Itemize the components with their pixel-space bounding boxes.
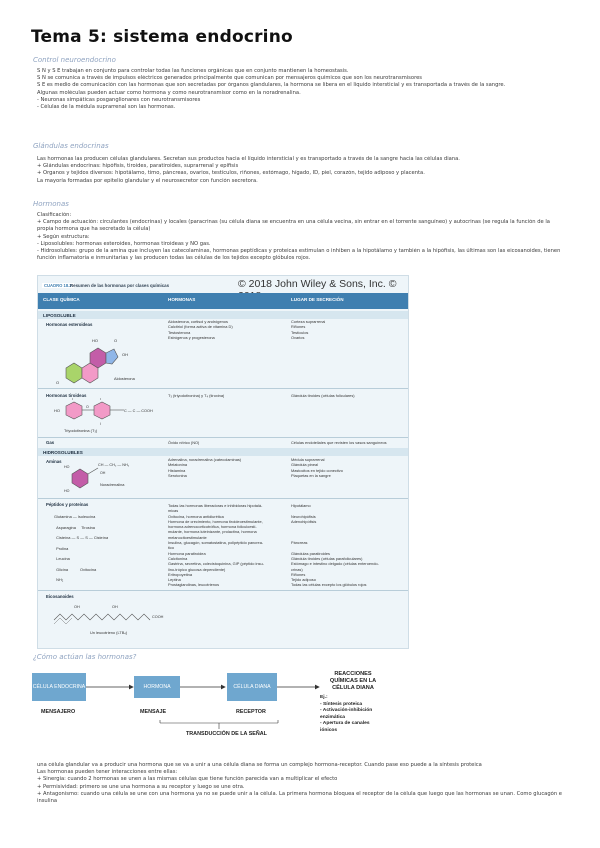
table-cell: Óxido nítrico (NO) <box>168 440 200 445</box>
residue-label: Glicina <box>56 566 69 572</box>
residue-label: Cisteína <box>93 535 109 540</box>
label-transduccion: TRANSDUCCIÓN DE LA SEÑAL <box>186 731 267 737</box>
band-hidrosolubles <box>38 448 408 456</box>
molecule-label: Noradrenalina <box>100 482 125 487</box>
reacciones-title <box>318 671 388 691</box>
places-gas <box>291 440 387 445</box>
residue-label: S <box>76 535 80 540</box>
row-divider <box>38 388 408 389</box>
table-cell: Adrenalina, noradrenalina (catecolaminas) <box>168 457 242 462</box>
table-cell: Plaquetas en la sangre <box>291 472 331 478</box>
text-line: S N se comunica a través de impulsos eléctricos generados principalmente que comunican por mensajeros químicos que son los neurotransmisores <box>37 75 422 82</box>
table-header <box>38 293 408 309</box>
text-line: - Liposolubles: hormonas esteroides, hormonas tiroideas y NO gas. <box>37 240 211 247</box>
text-line: S E es medio de comunicación con las hormonas que son secretadas por órganos glandulares, la hormona se libera en el líquido intersticial y es transportada a través de la sangre. <box>37 82 506 89</box>
text-line: + Permisividad: primero se une una hormona a su receptor y luego se une otra. <box>37 783 245 790</box>
section-body-accion <box>37 762 567 805</box>
text-line: + Órganos y tejidos diversos: hipotálamo, timo, páncreas, ovarios, testículos, riñones, estómago, hígado, ID, piel, corazón, tejido adiposo y placenta. <box>37 170 425 177</box>
svg-text:HO: HO <box>54 408 60 413</box>
text-line: - Hidrosolubles: grupo de la amina que incluyen las catecolaminas, hormonas peptídicas y proteicas estimulan o inhiben a la hipotálamo y también a la hipófisis, las últimas son las eicosanoides, tienen función inflamatoria e inmunitarias y las producen todas las células de los tejidos excepto glóbulos rojos. <box>37 248 561 262</box>
table-cell: Riñones <box>291 324 306 330</box>
residue-label: Asparagina <box>56 524 76 530</box>
label-mensajero: MENSAJERO <box>41 709 76 715</box>
table-cell: Glándula pineal <box>291 462 319 468</box>
cuadro-label: CUADRO 18.2 <box>44 283 72 288</box>
table-cell: Corteza suprarrenal <box>291 319 326 324</box>
table-cell: crinas) <box>291 566 303 572</box>
table-cell: melanocitoestimulante <box>168 534 207 540</box>
table-cell: Adenohipófisis <box>291 518 317 524</box>
places-tiroideas <box>291 393 355 398</box>
places-peptidos <box>291 503 379 588</box>
table-cell: tico <box>168 545 175 551</box>
table-cell: Tejido adiposo <box>291 577 316 583</box>
example-line: - Apertura de canales <box>320 721 370 726</box>
text-line: una célula glandular va a producir una hormona que se va a unir a una célula diana se forma un complejo hormona-receptor. Cuando pase eso puede a la síntesis proteica <box>37 762 482 768</box>
places-aminas <box>291 457 343 478</box>
table-cell: Calcitonina <box>168 555 188 561</box>
svg-text:OH: OH <box>112 605 118 609</box>
band-liposoluble <box>38 311 408 319</box>
section-heading-accion: ¿Cómo actúan las hormonas? <box>33 653 137 661</box>
eicosanoid-molecule-icon <box>52 600 172 630</box>
text-line: - Células de la médula suprarrenal son las hormonas. <box>37 104 176 111</box>
table-cell: lino-trópico glucosa dependiente) <box>168 566 226 572</box>
table-cell: Gastrina, secretina, colecistoquinina, GIP (péptido insu- <box>168 561 264 567</box>
svg-text:O: O <box>86 405 89 409</box>
table-cell: Ovarios <box>291 334 305 340</box>
text-line: + Glándulas endocrinas: hipófisis, tiroides, paratiroides, suprarrenal y epífisis <box>37 163 239 170</box>
box-hormona: HORMONA <box>134 676 180 698</box>
band-label: LIPOSOLUBLE <box>43 312 76 318</box>
text-line: Las hormonas las producen células glandulares. Secretan sus productos hacia el líquido intersticial y es transportado a través de la sangre hacia las células diana. <box>37 156 460 162</box>
molecule-label: Un leucotrieno (LTB₄) <box>90 630 128 635</box>
label-receptor: RECEPTOR <box>236 709 266 715</box>
svg-text:CH — CH₂ — NH₂: CH — CH₂ — NH₂ <box>98 463 130 467</box>
table-cell: Melatonina <box>168 462 188 468</box>
table-cell: Prostaglandinas, leucotrienos <box>168 582 220 588</box>
text-line: Las hormonas pueden tener interacciones entre ellas: <box>37 769 178 776</box>
table-cell: Insulina, glucagón, somatostatina, polipéptido pancrea- <box>168 540 264 546</box>
table-cell: Testículos <box>291 329 309 335</box>
table-cell: Calcitriol (forma activa de vitamina D) <box>168 324 233 330</box>
row-label: Péptidos y proteínas <box>46 502 89 507</box>
residue-label: Isoleucina <box>77 514 96 519</box>
table-cell: Mastocitos en tejido conectivo <box>291 467 343 473</box>
table-cell: Leptina <box>168 577 181 583</box>
table-cell: Glándulas paratiroides <box>291 550 330 556</box>
reacciones-line: QUÍMICAS EN LA <box>329 677 377 684</box>
molecule-label: Aldosterona <box>114 376 135 381</box>
column-header: HORMONAS <box>168 297 196 302</box>
svg-text:HO: HO <box>64 489 70 493</box>
table-cell: Todas las hormonas liberadoras e inhibidoras hipotalá- <box>168 503 263 508</box>
hormone-action-diagram <box>30 665 430 755</box>
text-line: + Antagonismo: cuando una célula se une con una hormona ya no se puede unir a la célula. La primera hormona bloquea el receptor de la célula que luego que las hormonas se unan. Como glucagón e insulina <box>37 790 562 805</box>
table-cell: Riñones <box>291 571 306 577</box>
table-cell: Histamina <box>168 467 186 473</box>
text-line: + Sinergia: cuando 2 hormonas se unen a las mismas células que tiene función parecida van a multiplicar el efecto <box>37 776 338 783</box>
table-cell: T₃ (triyodotironina) y T₄ (tiroxina) <box>168 393 225 398</box>
residue-label: Cisteína <box>56 535 71 540</box>
molecule-label: Oxitocina <box>79 566 97 572</box>
table-cell: Glándula tiroides (células parafoliculares) <box>291 555 363 561</box>
residue-label: S <box>85 535 88 540</box>
table-cell: micas <box>168 508 179 514</box>
cuadro-title: Resumen de las hormonas por clases químicas <box>70 283 170 288</box>
box-celula-diana: CÉLULA DIANA <box>227 673 277 701</box>
example-line: Ej.: <box>320 695 328 700</box>
text-line: - Neuronas simpáticas posganglionares con neurotransmisores <box>37 96 201 103</box>
row-label: Gas <box>46 440 55 445</box>
svg-text:O: O <box>114 338 118 343</box>
row-divider <box>38 590 408 591</box>
residue-label: Prolina <box>56 545 69 551</box>
steroid-molecule-icon <box>52 328 152 390</box>
table-cell: Estrógenos y progesterona <box>168 334 215 340</box>
svg-text:I: I <box>72 398 73 401</box>
hormone-classes-table-image <box>37 275 409 649</box>
example-line: - Síntesis proteica <box>320 701 363 707</box>
hormones-tiroideas <box>168 393 224 398</box>
reacciones-examples <box>320 695 372 734</box>
residue-label: Glutamina <box>54 514 72 519</box>
table-cell: hormona adrenocorticotrófica, hormona foliculoesti- <box>168 524 257 530</box>
text-line: + Campo de actuación: circulantes (endocrinas) y locales (paracrinas (su célula diana se encuentra en una célula vecina, sin entrar en el torrente sanguíneo) y autocrinas (se regula la función de la propia hormona que ha secretado la célula) <box>37 219 550 233</box>
table-cell: Neurohipófisis <box>291 513 316 519</box>
hormones-aminas <box>168 457 241 478</box>
places-esteroideas <box>291 319 325 340</box>
section-heading-control: Control neuroendocrino <box>33 56 116 64</box>
molecule-label: Triyodotironina (T₃) <box>64 428 98 433</box>
table-cell: Todas las células excepto los glóbulos rojos <box>291 582 367 588</box>
text-line: Clasificación: <box>37 212 72 218</box>
svg-text:O: O <box>56 380 60 385</box>
column-header: CLASE QUÍMICA <box>43 297 80 302</box>
svg-text:OH: OH <box>100 471 106 475</box>
row-label: Hormonas tiroideas <box>46 393 87 398</box>
row-label: Aminas <box>46 459 62 464</box>
svg-text:HO: HO <box>64 465 70 469</box>
section-body-glandulas <box>37 156 567 185</box>
row-label: Eicosanoides <box>46 594 74 599</box>
section-body-hormonas <box>37 212 567 262</box>
section-body-control <box>37 68 567 111</box>
band-label: HIDROSOLUBLES <box>43 449 83 455</box>
table-cell: Testosterona <box>168 329 191 335</box>
table-cell: Eritropoyetina <box>168 571 193 577</box>
row-divider <box>38 498 408 499</box>
thyroid-molecule-icon <box>52 398 162 428</box>
table-cell: Serotonina <box>168 472 187 478</box>
reacciones-line: REACCIONES <box>334 671 372 677</box>
copyright-text: © 2018 John Wiley & Sons, Inc. © <box>238 278 397 290</box>
svg-text:C — C — COOH: C — C — COOH <box>124 409 153 413</box>
row-divider <box>38 437 408 438</box>
amine-molecule-icon <box>62 456 152 496</box>
page-title: Tema 5: sistema endocrino <box>31 27 293 47</box>
table-cell: Médula suprarrenal <box>291 457 325 462</box>
svg-text:I: I <box>100 398 101 401</box>
table-cell: Glándula tiroides (células foliculares) <box>291 393 355 398</box>
reacciones-line: CÉLULA DIANA <box>332 684 374 691</box>
example-line: iónicos <box>320 727 338 733</box>
hormones-peptidos <box>168 503 264 588</box>
text-line: La mayoría formadas por epitelio glandular y el neurosecretor con función secretora. <box>37 177 258 184</box>
label-mensaje: MENSAJE <box>140 709 167 715</box>
residue-label: NH₂ <box>56 577 64 582</box>
section-heading-hormonas: Hormonas <box>33 200 69 208</box>
table-cell: Páncreas <box>291 540 308 546</box>
hormones-esteroideas <box>168 319 233 340</box>
section-heading-glandulas: Glándulas endocrinas <box>33 142 109 150</box>
residue-label: Leucina <box>56 556 70 561</box>
oxytocin-residues: Glutamina — Isoleucina Asparagina Tirosina Cisteína — S — S — Cisteína Prolina Leucina Glicina Oxitocina NH₂ <box>54 514 109 582</box>
svg-text:HO: HO <box>92 338 98 343</box>
text-line: Algunas moléculas pueden actuar como hormona y como neurotransmisor como en la noradrenalina. <box>37 89 301 96</box>
table-cell: Hipotálamo <box>291 503 311 508</box>
svg-text:I: I <box>100 422 101 426</box>
table-cell: Oxitocina, hormona antidiurética <box>168 513 224 519</box>
hormones-gas <box>168 440 199 445</box>
box-celula-endocrina: CÉLULA ENDOCRINA <box>32 673 86 701</box>
svg-text:OH: OH <box>122 352 128 357</box>
row-label: Hormonas esteroideas <box>46 322 93 327</box>
table-cell: mulante, hormona luteinizante, prolactina, hormona <box>168 529 257 535</box>
text-line: S N y S E trabajan en conjunto para controlar todas las funciones orgánicas que en conjunto mantienen la homeostasis. <box>37 68 349 74</box>
example-line: enzimática <box>320 714 346 720</box>
table-cell: Células endoteliales que revisten los vasos sanguíneos <box>291 440 387 445</box>
table-cell: Hormona de crecimiento, hormona tiroideoestimulante, <box>168 518 263 524</box>
residue-label: Tirosina <box>81 524 95 530</box>
text-line: + Según estructura: <box>37 233 90 240</box>
table-cell: Aldosterona, cortisol y andrógenos <box>168 319 228 324</box>
column-header: LUGAR DE SECRECIÓN <box>291 297 344 302</box>
svg-text:OH: OH <box>74 605 80 609</box>
table-cell: Hormona paratiroidea <box>168 550 206 556</box>
table-cell: Estómago e intestino delgado (células enteroendo- <box>291 561 379 567</box>
example-line: - Activación-inhibición <box>320 708 373 713</box>
svg-text:COOH: COOH <box>152 615 164 619</box>
